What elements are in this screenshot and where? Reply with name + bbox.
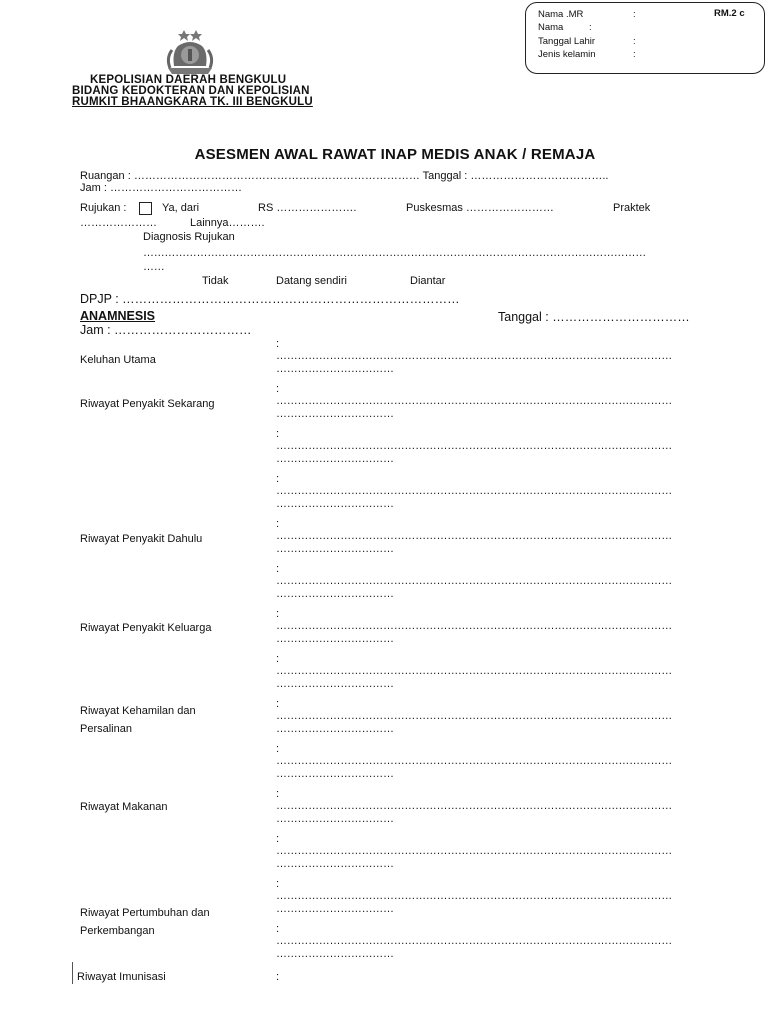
answer-line[interactable]: …………………………………………………………………………………………………: [276, 395, 672, 407]
answer-colon[interactable]: :: [276, 833, 279, 845]
option-tidak[interactable]: Tidak: [202, 275, 229, 287]
answer-line-short[interactable]: ……………………………: [276, 678, 394, 690]
label-riwayat-penyakit-keluarga: Riwayat Penyakit Keluarga: [80, 622, 212, 634]
answer-line-short[interactable]: ……………………………: [276, 363, 394, 375]
answer-line[interactable]: …………………………………………………………………………………………………: [276, 710, 672, 722]
rujukan-rs-field[interactable]: RS ………………….: [258, 202, 357, 214]
label-persalinan: Persalinan: [80, 723, 132, 735]
answer-line-short[interactable]: ……………………………: [276, 723, 394, 735]
option-diantar[interactable]: Diantar: [410, 275, 446, 287]
answer-colon-imunisasi[interactable]: :: [276, 971, 279, 983]
label-riwayat-penyakit-dahulu: Riwayat Penyakit Dahulu: [80, 533, 203, 545]
answer-colon[interactable]: :: [276, 698, 279, 710]
answer-colon[interactable]: :: [276, 878, 279, 890]
answer-colon[interactable]: :: [276, 428, 279, 440]
colon: :: [633, 36, 636, 47]
label-tanggal-lahir: Tanggal Lahir: [538, 36, 596, 47]
label-nama: Nama: [538, 22, 564, 33]
answer-line[interactable]: …………………………………………………………………………………………………: [276, 755, 672, 767]
diagnosis-rujukan-field[interactable]: ……………………………………………………………………………………………………………………………: [143, 247, 646, 259]
anamnesis-tanggal-field[interactable]: Tanggal : ……………………………: [498, 310, 690, 324]
anamnesis-jam-field[interactable]: Jam : ……………………………: [80, 323, 252, 337]
ruangan-tanggal-field[interactable]: Ruangan : …………………………………………………………………… Tanggal : ………………………………..: [80, 170, 609, 182]
rujukan-label: Rujukan :: [80, 202, 127, 214]
rujukan-ya-dari: Ya, dari: [162, 202, 200, 214]
rujukan-praktek-dots[interactable]: …………………: [80, 217, 157, 229]
answer-line-short[interactable]: ……………………………: [276, 813, 394, 825]
org-line-3: RUMKIT BHAANGKARA TK. III BENGKULU: [72, 96, 313, 108]
rujukan-puskesmas-field[interactable]: Puskesmas ……………………: [406, 202, 554, 214]
answer-colon[interactable]: :: [276, 518, 279, 530]
label-jenis-kelamin: Jenis kelamin: [538, 49, 596, 60]
answer-line-short[interactable]: ……………………………: [276, 858, 394, 870]
rujukan-praktek: Praktek: [613, 202, 651, 214]
label-riwayat-imunisasi: Riwayat Imunisasi: [77, 971, 166, 983]
answer-colon[interactable]: :: [276, 653, 279, 665]
answer-line-short[interactable]: ……………………………: [276, 498, 394, 510]
diagnosis-rujukan-field-cont[interactable]: ……: [143, 261, 165, 273]
answer-colon[interactable]: :: [276, 743, 279, 755]
answer-line[interactable]: …………………………………………………………………………………………………: [276, 530, 672, 542]
colon: :: [633, 49, 636, 60]
answer-line[interactable]: …………………………………………………………………………………………………: [276, 665, 672, 677]
page-title: ASESMEN AWAL RAWAT INAP MEDIS ANAK / REMAJA: [194, 146, 596, 163]
divider: [72, 962, 73, 984]
answer-line-short[interactable]: ……………………………: [276, 768, 394, 780]
label-perkembangan: Perkembangan: [80, 925, 155, 937]
answer-line-short[interactable]: ……………………………: [276, 588, 394, 600]
rujukan-checkbox[interactable]: [139, 202, 152, 215]
answer-colon[interactable]: :: [276, 563, 279, 575]
answer-line[interactable]: …………………………………………………………………………………………………: [276, 890, 672, 902]
answer-line[interactable]: …………………………………………………………………………………………………: [276, 935, 672, 947]
answer-line[interactable]: …………………………………………………………………………………………………: [276, 620, 672, 632]
answer-line-short[interactable]: ……………………………: [276, 903, 394, 915]
label-riwayat-kehamilan: Riwayat Kehamilan dan: [80, 705, 196, 717]
answer-colon[interactable]: :: [276, 473, 279, 485]
label-riwayat-penyakit-sekarang: Riwayat Penyakit Sekarang: [80, 398, 215, 410]
answer-line-short[interactable]: ……………………………: [276, 408, 394, 420]
answer-colon[interactable]: :: [276, 383, 279, 395]
dpjp-field[interactable]: DPJP : ………………………………………………………………………: [80, 292, 460, 306]
form-code: RM.2 c: [714, 8, 745, 19]
answer-line[interactable]: …………………………………………………………………………………………………: [276, 485, 672, 497]
answer-line[interactable]: …………………………………………………………………………………………………: [276, 575, 672, 587]
colon: :: [633, 9, 636, 20]
answer-line-short[interactable]: ……………………………: [276, 453, 394, 465]
answer-line-short[interactable]: ……………………………: [276, 543, 394, 555]
rujukan-lainnya-field[interactable]: Lainnya……….: [190, 217, 265, 229]
label-riwayat-makanan: Riwayat Makanan: [80, 801, 168, 813]
org-line-1: KEPOLISIAN DAERAH BENGKULU: [90, 74, 287, 86]
colon: :: [589, 22, 592, 33]
answer-line[interactable]: …………………………………………………………………………………………………: [276, 350, 672, 362]
label-keluhan-utama: Keluhan Utama: [80, 354, 156, 366]
anamnesis-heading: ANAMNESIS: [80, 309, 156, 323]
answer-colon[interactable]: :: [276, 338, 279, 350]
jam-field[interactable]: Jam : ………………………………: [80, 182, 242, 194]
answer-line[interactable]: …………………………………………………………………………………………………: [276, 440, 672, 452]
answer-colon[interactable]: :: [276, 788, 279, 800]
answer-line-short[interactable]: ……………………………: [276, 948, 394, 960]
answer-line[interactable]: …………………………………………………………………………………………………: [276, 845, 672, 857]
option-datang-sendiri[interactable]: Datang sendiri: [276, 275, 347, 287]
label-nama-mr: Nama .MR: [538, 9, 584, 20]
answer-colon[interactable]: :: [276, 923, 279, 935]
org-line-2: BIDANG KEDOKTERAN DAN KEPOLISIAN: [72, 85, 310, 97]
diagnosis-rujukan-label: Diagnosis Rujukan: [143, 231, 235, 243]
answer-line-short[interactable]: ……………………………: [276, 633, 394, 645]
answer-line[interactable]: …………………………………………………………………………………………………: [276, 800, 672, 812]
answer-colon[interactable]: :: [276, 608, 279, 620]
label-riwayat-pertumbuhan: Riwayat Pertumbuhan dan: [80, 907, 210, 919]
police-emblem-logo: [164, 28, 216, 76]
